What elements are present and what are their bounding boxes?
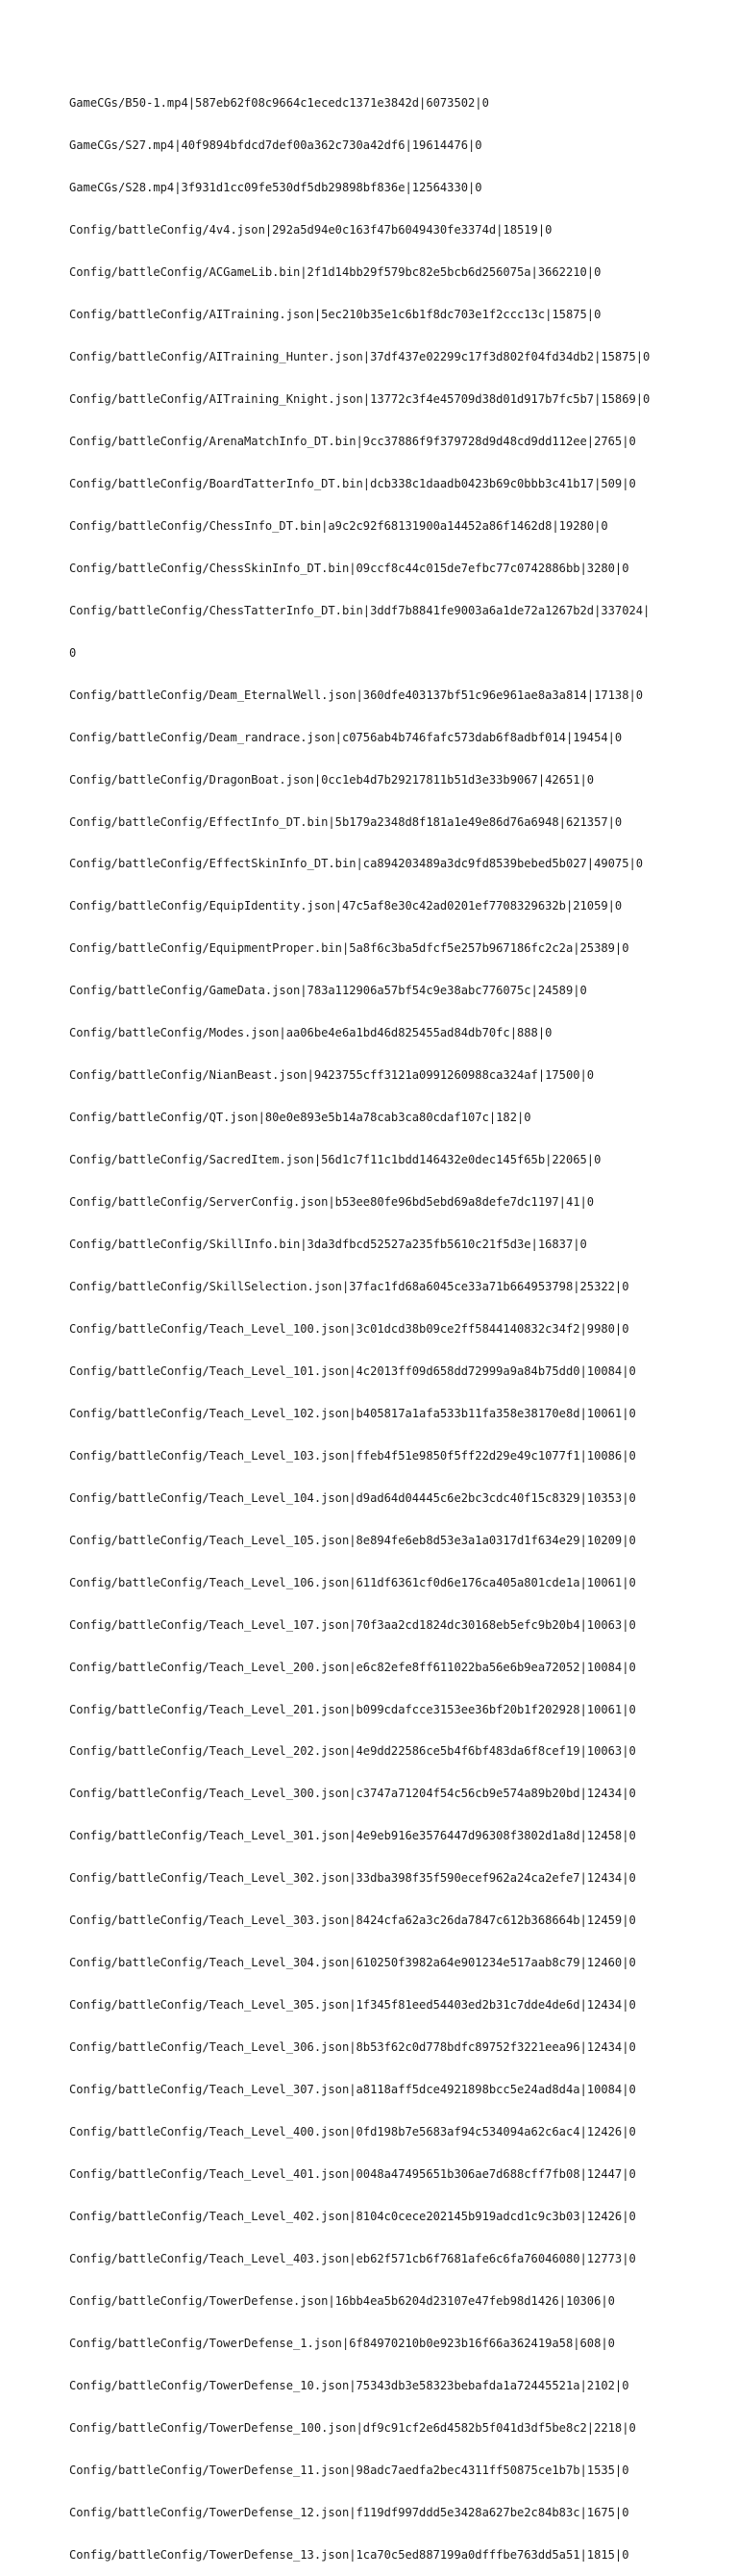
- text-line: Config/battleConfig/EffectInfo_DT.bin|5b179a2348d8f181a1e49e86d76a6948|621357|0: [69, 814, 623, 829]
- text-line: GameCGs/S28.mp4|3f931d1cc09fe530df5db29898bf836e|12564330|0: [69, 181, 482, 195]
- text-line: Config/battleConfig/Teach_Level_400.json|0fd198b7e5683af94c534094a62c6ac4|12426|0: [69, 2125, 636, 2139]
- text-line: Config/battleConfig/TowerDefense_11.json|98adc7aedfa2bec4311ff50875ce1b7b|1535|0: [69, 2463, 629, 2477]
- text-line: Config/battleConfig/ChessSkinInfo_DT.bin|09ccf8c44c015de7efbc77c0742886bb|3280|0: [69, 561, 629, 575]
- text-line: Config/battleConfig/DragonBoat.json|0cc1eb4d7b29217811b51d3e33b9067|42651|0: [69, 772, 595, 787]
- text-line: Config/battleConfig/SacredItem.json|56d1c7f11c1bdd146432e0dec145f65b|22065|0: [69, 1153, 602, 1167]
- text-line: Config/battleConfig/4v4.json|292a5d94e0c163f47b6049430fe3374d|18519|0: [69, 223, 553, 238]
- text-line: Config/battleConfig/GameData.json|783a112906a57bf54c9e38abc776075c|24589|0: [69, 984, 587, 998]
- text-line: Config/battleConfig/ChessInfo_DT.bin|a9c2c92f68131900a14452a86f1462d8|19280|0: [69, 518, 608, 533]
- text-line: Config/battleConfig/Teach_Level_305.json|1f345f81eed54403ed2b31c7dde4de6d|12434|0: [69, 1998, 636, 2013]
- text-line: Config/battleConfig/Teach_Level_100.json|3c01dcd38b09ce2ff5844140832c34f2|9980|0: [69, 1321, 629, 1336]
- text-line: GameCGs/S27.mp4|40f9894bfdcd7def00a362c730a42df6|19614476|0: [69, 138, 482, 153]
- text-line: Config/battleConfig/Teach_Level_202.json|4e9dd22586ce5b4f6bf483da6f8cef19|10063|0: [69, 1744, 636, 1759]
- text-line: Config/battleConfig/ArenaMatchInfo_DT.bin|9cc37886f9f379728d9d48cd9dd112ee|2765|0: [69, 434, 636, 448]
- text-line: Config/battleConfig/ChessTatterInfo_DT.bin|3ddf7b8841fe9003a6a1de72a1267b2d|337024|: [69, 603, 651, 617]
- text-line: Config/battleConfig/Modes.json|aa06be4e6a1bd46d825455ad84db70fc|888|0: [69, 1026, 553, 1040]
- text-line: Config/battleConfig/Teach_Level_306.json|8b53f62c0d778bdfc89752f3221eea96|12434|0: [69, 2040, 636, 2055]
- text-line: Config/battleConfig/Teach_Level_401.json|0048a47495651b306ae7d688cff7fb08|12447|0: [69, 2167, 636, 2182]
- text-line: Config/battleConfig/EquipIdentity.json|47c5af8e30c42ad0201ef7708329632b|21059|0: [69, 899, 623, 913]
- text-line: Config/battleConfig/AITraining.json|5ec210b35e1c6b1f8dc703e1f2ccc13c|15875|0: [69, 308, 602, 322]
- text-line: Config/battleConfig/Teach_Level_403.json|eb62f571cb6f7681afe6c6fa76046080|12773|0: [69, 2251, 636, 2265]
- text-line: Config/battleConfig/Teach_Level_402.json|8104c0cece202145b919adcd1c9c3b03|12426|0: [69, 2209, 636, 2223]
- text-line: Config/battleConfig/BoardTatterInfo_DT.bin|dcb338c1daadb0423b69c0bbb3c41b17|509|0: [69, 476, 636, 490]
- text-line: Config/battleConfig/Teach_Level_301.json|4e9eb916e3576447d96308f3802d1a8d|12458|0: [69, 1829, 636, 1843]
- text-line: Config/battleConfig/QT.json|80e0e893e5b14a78cab3ca80cdaf107c|182|0: [69, 1111, 531, 1125]
- text-line: GameCGs/B50-1.mp4|587eb62f08c9664c1ecedc1371e3842d|6073502|0: [69, 96, 489, 111]
- text-line: Config/battleConfig/TowerDefense_100.json|df9c91cf2e6d4582b5f041d3df5be8c2|2218|0: [69, 2420, 636, 2435]
- text-line: Config/battleConfig/Deam_EternalWell.json|360dfe403137bf51c96e961ae8a3a814|17138|0: [69, 688, 644, 702]
- text-line: Config/battleConfig/Teach_Level_201.json|b099cdafcce3153ee36bf20b1f202928|10061|0: [69, 1702, 636, 1716]
- text-line: Config/battleConfig/TowerDefense.json|16bb4ea5b6204d23107e47feb98d1426|10306|0: [69, 2293, 615, 2308]
- text-line: Config/battleConfig/ACGameLib.bin|2f1d14bb29f579bc82e5bcb6d256075a|3662210|0: [69, 265, 602, 280]
- text-line: Config/battleConfig/EquipmentProper.bin|5a8f6c3ba5dfcf5e257b967186fc2c2a|25389|0: [69, 941, 629, 956]
- text-line: Config/battleConfig/ServerConfig.json|b53ee80fe96bd5ebd69a8defe7dc1197|41|0: [69, 1195, 595, 1210]
- text-line: Config/battleConfig/Teach_Level_303.json|8424cfa62a3c26da7847c612b368664b|12459|0: [69, 1913, 636, 1928]
- text-line: Config/battleConfig/Teach_Level_307.json|a8118aff5dce4921898bcc5e24ad8d4a|10084|0: [69, 2083, 636, 2097]
- text-line: Config/battleConfig/Deam_randrace.json|c0756ab4b746fafc573dab6f8adbf014|19454|0: [69, 730, 623, 744]
- document-text-block: [69, 68, 684, 2576]
- text-line: Config/battleConfig/SkillSelection.json|37fac1fd68a6045ce33a71b664953798|25322|0: [69, 1280, 629, 1293]
- text-line: Config/battleConfig/Teach_Level_304.json|610250f3982a64e901234e517aab8c79|12460|0: [69, 1956, 636, 1970]
- text-line: Config/battleConfig/Teach_Level_101.json|4c2013ff09d658dd72999a9a84b75dd0|10084|0: [69, 1363, 636, 1378]
- text-line: 0: [69, 645, 77, 660]
- text-line: Config/battleConfig/TowerDefense_13.json|1ca70c5ed887199a0dfffbe763dd5a51|1815|0: [69, 2547, 629, 2562]
- text-line: Config/battleConfig/EffectSkinInfo_DT.bin|ca894203489a3dc9fd8539bebed5b027|49075|0: [69, 857, 644, 871]
- text-line: Config/battleConfig/Teach_Level_300.json|c3747a71204f54c56cb9e574a89b20bd|12434|0: [69, 1787, 636, 1801]
- text-line: Config/battleConfig/AITraining_Knight.json|13772c3f4e45709d38d01d917b7fc5b7|15869|0: [69, 391, 651, 406]
- text-line: Config/battleConfig/Teach_Level_103.json|ffeb4f51e9850f5ff22d29e49c1077f1|10086|0: [69, 1448, 636, 1463]
- text-line: Config/battleConfig/Teach_Level_107.json|70f3aa2cd1824dc30168eb5efc9b20b4|10063|0: [69, 1617, 636, 1632]
- text-line: Config/battleConfig/TowerDefense_12.json|f119df997ddd5e3428a627be2c84b83c|1675|0: [69, 2505, 629, 2519]
- text-line: Config/battleConfig/TowerDefense_10.json|75343db3e58323bebafda1a72445521a|2102|0: [69, 2378, 629, 2392]
- text-line: Config/battleConfig/Teach_Level_105.json|8e894fe6eb8d53e3a1a0317d1f634e29|10209|0: [69, 1533, 636, 1547]
- text-line: Config/battleConfig/Teach_Level_106.json|611df6361cf0d6e176ca405a801cde1a|10061|0: [69, 1575, 636, 1589]
- text-line: Config/battleConfig/Teach_Level_200.json|e6c82efe8ff611022ba56e6b9ea72052|10084|0: [69, 1660, 636, 1674]
- text-line: Config/battleConfig/Teach_Level_102.json|b405817a1afa533b11fa358e38170e8d|10061|0: [69, 1406, 636, 1420]
- text-line: Config/battleConfig/SkillInfo.bin|3da3dfbcd52527a235fb5610c21f5d3e|16837|0: [69, 1238, 587, 1252]
- text-line: Config/battleConfig/NianBeast.json|9423755cff3121a0991260988ca324af|17500|0: [69, 1068, 595, 1083]
- text-line: Config/battleConfig/TowerDefense_1.json|6f84970210b0e923b16f66a362419a58|608|0: [69, 2336, 615, 2350]
- text-line: Config/battleConfig/Teach_Level_104.json|d9ad64d04445c6e2bc3cdc40f15c8329|10353|0: [69, 1490, 636, 1505]
- text-line: Config/battleConfig/AITraining_Hunter.json|37df437e02299c17f3d802f04fd34db2|15875|0: [69, 350, 651, 364]
- text-line: Config/battleConfig/Teach_Level_302.json|33dba398f35f590ecef962a24ca2efe7|12434|0: [69, 1871, 636, 1886]
